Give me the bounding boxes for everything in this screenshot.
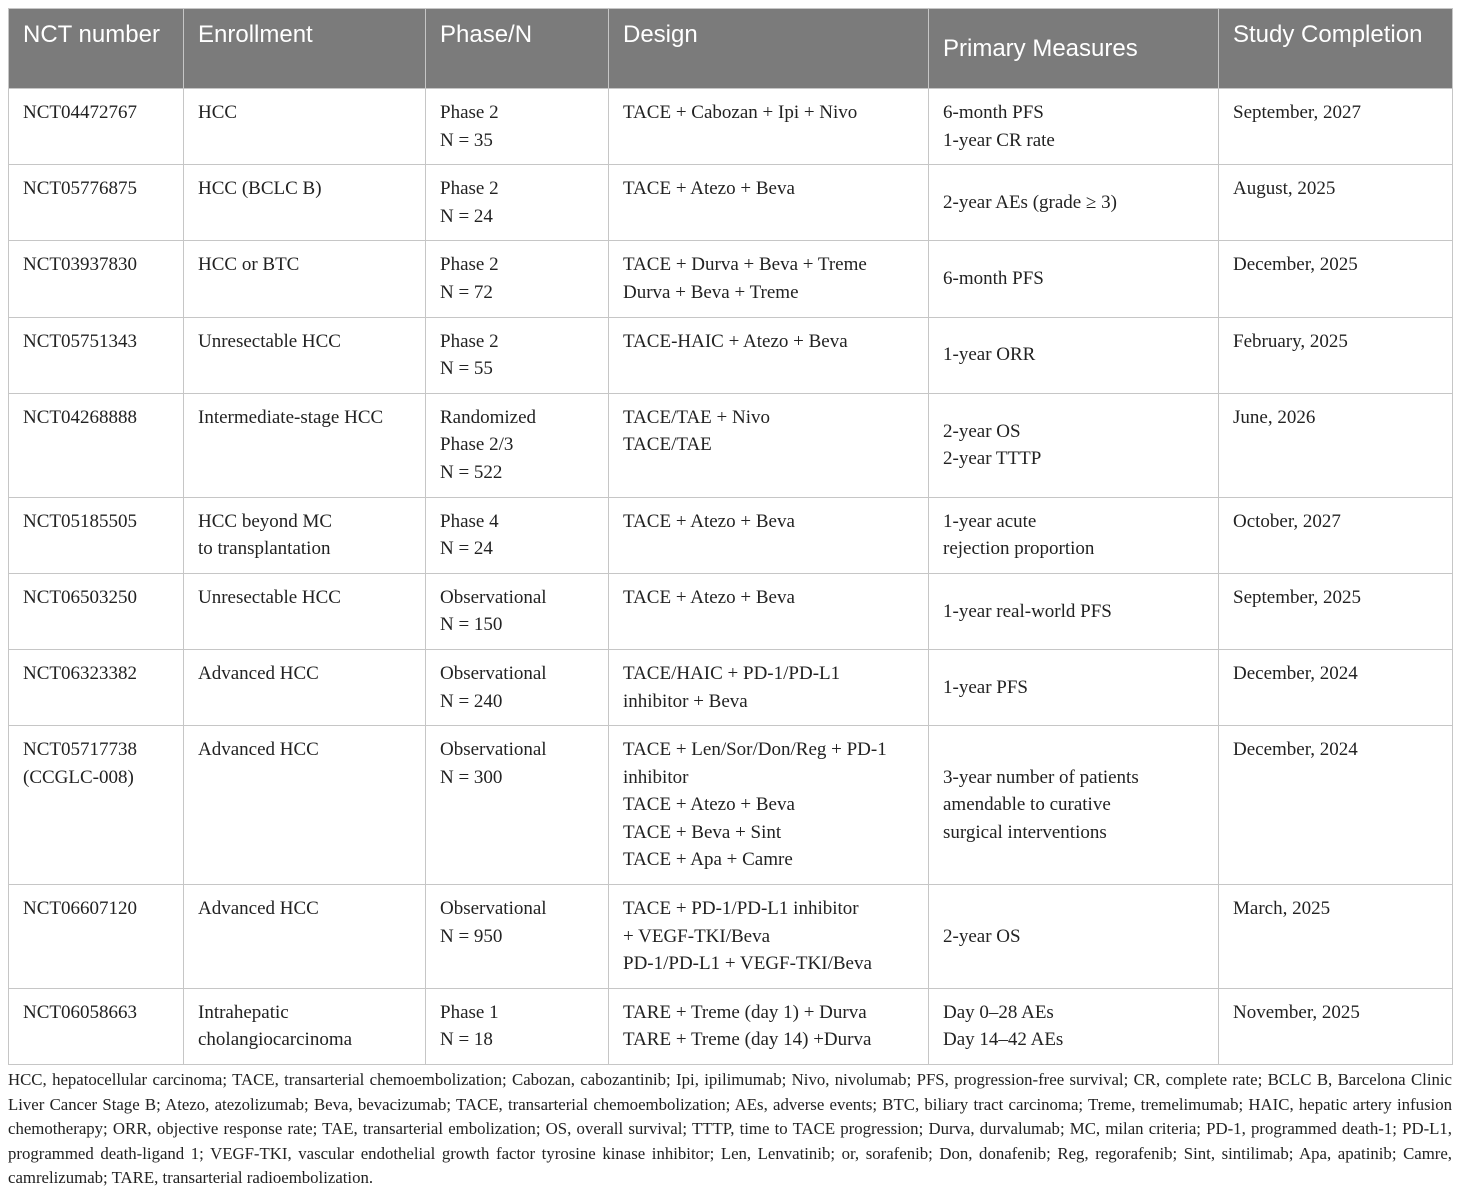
enrollment-cell xyxy=(184,497,426,573)
phase-n-cell xyxy=(426,393,609,497)
cell-text-line: NCT03937830 xyxy=(23,254,137,276)
cell-text-line: N = 72 xyxy=(440,281,493,303)
nct-number-cell xyxy=(9,165,184,241)
cell-text-line: Day 14–42 AEs xyxy=(943,1029,1064,1051)
phase-n-cell xyxy=(426,885,609,989)
cell-text-line: TACE + Cabozan + Ipi + Nivo xyxy=(623,102,858,123)
cell-text-line: cholangiocarcinoma xyxy=(198,1029,353,1051)
enrollment-cell xyxy=(184,393,426,497)
table-body xyxy=(9,89,1453,1065)
cell-text-line: TARE + Treme (day 1) + Durva xyxy=(623,1001,867,1023)
phase-n-cell xyxy=(426,497,609,573)
cell-text-line: NCT05717738 xyxy=(23,739,137,761)
design-cell xyxy=(609,649,929,725)
table-row xyxy=(9,165,1453,241)
enrollment-cell xyxy=(184,649,426,725)
cell-text-line: March, 2025 xyxy=(1233,898,1331,920)
design-cell xyxy=(609,165,929,241)
header-design xyxy=(609,9,929,89)
cell-text-line: 1-year ORR xyxy=(943,344,1036,366)
cell-text-line: November, 2025 xyxy=(1233,1001,1360,1023)
cell-text-line: Day 0–28 AEs xyxy=(943,1001,1054,1023)
primary-measures-cell xyxy=(929,573,1219,649)
cell-text-line: Advanced HCC xyxy=(198,739,319,761)
primary-measures-cell xyxy=(929,317,1219,393)
phase-n-cell xyxy=(426,317,609,393)
cell-text-line: September, 2025 xyxy=(1233,586,1361,608)
cell-text-line: 2-year AEs (grade ≥ 3) xyxy=(943,191,1117,213)
cell-text-line: 6-month PFS xyxy=(943,268,1044,290)
enrollment-cell xyxy=(184,89,426,165)
clinical-trials-table xyxy=(8,8,1453,1065)
enrollment-cell xyxy=(184,317,426,393)
cell-text-line: Observational xyxy=(440,662,547,684)
table-row xyxy=(9,885,1453,989)
cell-text-line: HCC (BCLC B) xyxy=(198,178,322,200)
cell-text-line: NCT06607120 xyxy=(23,898,137,920)
cell-text-line: + VEGF-TKI/Beva xyxy=(623,925,771,947)
cell-text-line: rejection proportion xyxy=(943,538,1095,560)
primary-measures-cell xyxy=(929,885,1219,989)
cell-text-line: NCT06058663 xyxy=(23,1001,137,1023)
cell-text-line: December, 2025 xyxy=(1233,254,1358,276)
cell-text-line: NCT06503250 xyxy=(23,586,137,608)
cell-text-line: June, 2026 xyxy=(1233,406,1316,428)
cell-text-line: Phase 2 xyxy=(440,330,499,352)
design-cell xyxy=(609,497,929,573)
cell-text-line: Intermediate-stage HCC xyxy=(198,406,384,428)
nct-number-cell xyxy=(9,241,184,317)
cell-text-line: NCT04268888 xyxy=(23,406,137,428)
table-row xyxy=(9,988,1453,1064)
cell-text-line: TACE + Apa + Camre xyxy=(623,849,793,871)
design-cell xyxy=(609,988,929,1064)
table-footnote: HCC, hepatocellular carcinoma; TACE, transarterial chemoembolization; Cabozan, cabozantinib; Ipi, ipilimumab; Nivo, nivolumab; PFS, progression-free survival; CR, complete rate; BCLC B, Barcelona Clinic Liver Cancer Stage B; Atezo, atezolizumab; Beva, bevacizumab; TACE, transarterial chemoembolization; AEs, adverse events; BTC, biliary tract carcinoma; Treme, tremelimumab; HAIC, hepatic artery infusion chemotherapy; ORR, objective response rate; TAE, transarterial embolization; OS, overall survival; TTTP, time to TACE progression; Durva, durvalumab; MC, milan criteria; PD-1, programmed death-1; PD-L1, programmed death-ligand 1; VEGF-TKI, vascular endothelial growth factor tyrosine kinase inhibitor; Len, Lenvatinib; or, sorafenib; Don, donafenib; Reg, regorafenib; Sint, sintilimab; Apa, apatinib; Camre, camrelizumab; TARE, transarterial radioembolization. xyxy=(8,1070,1452,1187)
study-completion-cell xyxy=(1219,497,1453,573)
header-label: Phase/N xyxy=(440,21,533,48)
table-row xyxy=(9,317,1453,393)
cell-text-line: TACE + Atezo + Beva xyxy=(623,178,795,200)
primary-measures-cell xyxy=(929,89,1219,165)
study-completion-cell xyxy=(1219,317,1453,393)
cell-text-line: Phase 1 xyxy=(440,1001,499,1023)
cell-text-line: N = 24 xyxy=(440,538,493,560)
cell-text-line: TACE + Beva + Sint xyxy=(623,821,782,843)
table-row xyxy=(9,649,1453,725)
enrollment-cell xyxy=(184,726,426,885)
cell-text-line: December, 2024 xyxy=(1233,662,1358,684)
header-label: NCT number xyxy=(23,21,160,48)
cell-text-line: inhibitor + Beva xyxy=(623,690,748,712)
header-enrollment xyxy=(184,9,426,89)
study-completion-cell xyxy=(1219,649,1453,725)
primary-measures-cell xyxy=(929,726,1219,885)
table-row xyxy=(9,241,1453,317)
primary-measures-cell xyxy=(929,988,1219,1064)
primary-measures-cell xyxy=(929,497,1219,573)
cell-text-line: NCT06323382 xyxy=(23,662,137,684)
cell-text-line: 1-year acute xyxy=(943,510,1037,532)
table-row xyxy=(9,393,1453,497)
enrollment-cell xyxy=(184,241,426,317)
cell-text-line: NCT05776875 xyxy=(23,178,137,200)
cell-text-line: Phase 2 xyxy=(440,178,499,200)
enrollment-cell xyxy=(184,988,426,1064)
header-label: Enrollment xyxy=(198,21,313,48)
cell-text-line: TACE + PD-1/PD-L1 inhibitor xyxy=(623,898,859,920)
header-phase-n xyxy=(426,9,609,89)
table-row xyxy=(9,726,1453,885)
design-cell xyxy=(609,241,929,317)
study-completion-cell xyxy=(1219,393,1453,497)
primary-measures-cell xyxy=(929,241,1219,317)
cell-text-line: N = 35 xyxy=(440,129,493,151)
cell-text-line: TARE + Treme (day 14) +Durva xyxy=(623,1029,872,1051)
cell-text-line: 2-year OS xyxy=(943,925,1021,947)
cell-text-line: N = 55 xyxy=(440,358,493,380)
cell-text-line: Advanced HCC xyxy=(198,662,319,684)
cell-text-line: (CCGLC-008) xyxy=(23,766,134,788)
trials-table-container xyxy=(8,8,1452,1065)
cell-text-line: TACE + Atezo + Beva xyxy=(623,510,795,532)
study-completion-cell xyxy=(1219,165,1453,241)
cell-text-line: Observational xyxy=(440,898,547,920)
phase-n-cell xyxy=(426,988,609,1064)
cell-text-line: inhibitor xyxy=(623,766,689,788)
cell-text-line: HCC or BTC xyxy=(198,254,300,276)
design-cell xyxy=(609,885,929,989)
cell-text-line: Phase 4 xyxy=(440,510,499,532)
cell-text-line: TACE + Len/Sor/Don/Reg + PD-1 xyxy=(623,739,887,761)
primary-measures-cell xyxy=(929,393,1219,497)
enrollment-cell xyxy=(184,885,426,989)
cell-text-line: TACE + Atezo + Beva xyxy=(623,586,795,608)
cell-text-line: Phase 2 xyxy=(440,102,499,123)
cell-text-line: 1-year PFS xyxy=(943,676,1028,698)
cell-text-line: NCT05185505 xyxy=(23,510,137,532)
nct-number-cell xyxy=(9,89,184,165)
design-cell xyxy=(609,393,929,497)
nct-number-cell xyxy=(9,649,184,725)
design-cell xyxy=(609,317,929,393)
cell-text-line: 2-year OS xyxy=(943,420,1021,442)
nct-number-cell xyxy=(9,573,184,649)
phase-n-cell xyxy=(426,573,609,649)
primary-measures-cell xyxy=(929,649,1219,725)
cell-text-line: PD-1/PD-L1 + VEGF-TKI/Beva xyxy=(623,953,872,975)
cell-text-line: amendable to curative xyxy=(943,794,1111,816)
phase-n-cell xyxy=(426,89,609,165)
study-completion-cell xyxy=(1219,885,1453,989)
cell-text-line: Observational xyxy=(440,739,547,761)
cell-text-line: 1-year real-world PFS xyxy=(943,600,1112,622)
design-cell xyxy=(609,89,929,165)
cell-text-line: N = 18 xyxy=(440,1029,493,1051)
phase-n-cell xyxy=(426,241,609,317)
cell-text-line: HCC beyond MC xyxy=(198,510,333,532)
cell-text-line: surgical interventions xyxy=(943,821,1107,843)
cell-text-line: February, 2025 xyxy=(1233,330,1348,352)
cell-text-line: Phase 2/3 xyxy=(440,434,514,456)
cell-text-line: NCT05751343 xyxy=(23,330,137,352)
study-completion-cell xyxy=(1219,726,1453,885)
cell-text-line: October, 2027 xyxy=(1233,510,1341,532)
nct-number-cell xyxy=(9,393,184,497)
cell-text-line: 3-year number of patients xyxy=(943,766,1139,788)
primary-measures-cell xyxy=(929,165,1219,241)
table-header-row xyxy=(9,9,1453,89)
cell-text-line: NCT04472767 xyxy=(23,102,137,123)
cell-text-line: N = 240 xyxy=(440,690,503,712)
cell-text-line: TACE + Atezo + Beva xyxy=(623,794,795,816)
design-cell xyxy=(609,573,929,649)
nct-number-cell xyxy=(9,317,184,393)
header-label: Design xyxy=(623,21,698,48)
header-primary-measures xyxy=(929,9,1219,89)
cell-text-line: Advanced HCC xyxy=(198,898,319,920)
cell-text-line: N = 950 xyxy=(440,925,503,947)
cell-text-line: to transplantation xyxy=(198,538,331,560)
cell-text-line: Intrahepatic xyxy=(198,1001,289,1023)
cell-text-line: Phase 2 xyxy=(440,254,499,276)
phase-n-cell xyxy=(426,726,609,885)
table-row xyxy=(9,89,1453,165)
cell-text-line: Observational xyxy=(440,586,547,608)
phase-n-cell xyxy=(426,649,609,725)
nct-number-cell xyxy=(9,988,184,1064)
cell-text-line: Unresectable HCC xyxy=(198,586,341,608)
cell-text-line: N = 300 xyxy=(440,766,503,788)
study-completion-cell xyxy=(1219,573,1453,649)
nct-number-cell xyxy=(9,885,184,989)
cell-text-line: Unresectable HCC xyxy=(198,330,341,352)
cell-text-line: Durva + Beva + Treme xyxy=(623,281,799,303)
nct-number-cell xyxy=(9,726,184,885)
header-study-completion xyxy=(1219,9,1453,89)
cell-text-line: TACE-HAIC + Atezo + Beva xyxy=(623,330,848,352)
header-label: Study Completion xyxy=(1233,21,1423,48)
enrollment-cell xyxy=(184,573,426,649)
cell-text-line: TACE/TAE xyxy=(623,434,712,456)
study-completion-cell xyxy=(1219,241,1453,317)
cell-text-line: December, 2024 xyxy=(1233,739,1358,761)
enrollment-cell xyxy=(184,165,426,241)
header-label: Primary Measures xyxy=(943,35,1138,62)
header-nct-number xyxy=(9,9,184,89)
cell-text-line: N = 150 xyxy=(440,614,503,636)
cell-text-line: HCC xyxy=(198,102,238,123)
nct-number-cell xyxy=(9,497,184,573)
cell-text-line: N = 24 xyxy=(440,205,493,227)
cell-text-line: TACE/HAIC + PD-1/PD-L1 xyxy=(623,662,841,684)
cell-text-line: Randomized xyxy=(440,406,537,428)
cell-text-line: 2-year TTTP xyxy=(943,448,1042,470)
cell-text-line: TACE + Durva + Beva + Treme xyxy=(623,254,867,276)
phase-n-cell xyxy=(426,165,609,241)
cell-text-line: 1-year CR rate xyxy=(943,129,1055,151)
study-completion-cell xyxy=(1219,89,1453,165)
cell-text-line: TACE/TAE + Nivo xyxy=(623,406,770,428)
design-cell xyxy=(609,726,929,885)
cell-text-line: September, 2027 xyxy=(1233,102,1361,123)
study-completion-cell xyxy=(1219,988,1453,1064)
table-row xyxy=(9,573,1453,649)
cell-text-line: 6-month PFS xyxy=(943,102,1044,123)
table-row xyxy=(9,497,1453,573)
cell-text-line: N = 522 xyxy=(440,461,503,483)
cell-text-line: August, 2025 xyxy=(1233,178,1336,200)
